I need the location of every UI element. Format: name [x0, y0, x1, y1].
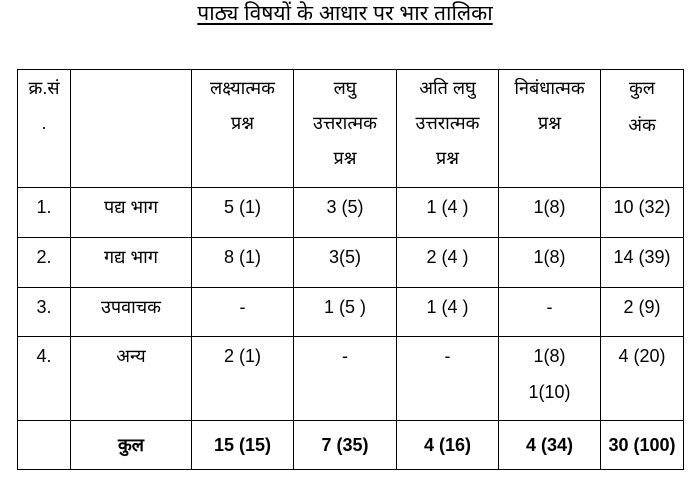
table-cell: [499, 337, 601, 421]
cell-value: 1.: [36, 197, 52, 217]
cell-value: 1(10): [528, 382, 571, 402]
total-row: [18, 421, 684, 470]
cell-value: -: [444, 346, 451, 366]
page-title: [0, 1, 690, 27]
table-cell: [397, 288, 499, 337]
cell-value: -: [342, 346, 348, 366]
table-cell: [601, 337, 684, 421]
header-cell: [499, 70, 601, 188]
table-row: [18, 337, 684, 421]
cell-value: 1 (5 ): [323, 297, 366, 317]
table-cell: [71, 288, 192, 337]
cell-value: -: [239, 297, 246, 317]
header-line: कुल: [628, 78, 656, 98]
table-cell: [18, 337, 71, 421]
title-text: पाठ्य विषयों के आधार पर भार तालिका: [197, 2, 493, 25]
cell-value: 14 (39): [613, 247, 671, 267]
table-cell: [294, 188, 397, 238]
table-cell: [192, 238, 294, 288]
cell-value: 3(5): [328, 247, 361, 267]
table-cell: [601, 188, 684, 238]
table-row: [18, 238, 684, 288]
table-cell: [499, 188, 601, 238]
table-cell: [192, 188, 294, 238]
header-line: प्रश्न: [231, 113, 254, 133]
header-line: प्रश्न: [538, 113, 561, 133]
cell-value: 3.: [36, 297, 52, 317]
header-row: [18, 70, 684, 188]
cell-value: 2 (4 ): [426, 247, 469, 267]
table-row: [18, 288, 684, 337]
total-cell: [18, 421, 71, 470]
cell-value: 1 (4 ): [426, 197, 469, 217]
cell-value: 1(8): [533, 197, 566, 217]
cell-value: 1(8): [533, 247, 566, 267]
table-cell: [294, 238, 397, 288]
cell-value: 5 (1): [223, 197, 261, 217]
total-cell: 4 (16): [397, 421, 499, 470]
total-cell: कुल: [71, 421, 192, 470]
cell-value: उपवाचक: [100, 297, 161, 317]
table-row: [18, 188, 684, 238]
table-cell: [601, 288, 684, 337]
cell-value: 1(8): [533, 346, 566, 366]
cell-value: 2 (9): [623, 297, 661, 317]
table-cell: [18, 188, 71, 238]
total-cell: 15 (15): [192, 421, 294, 470]
header-cell: [294, 70, 397, 188]
header-cell: [18, 70, 71, 188]
table-cell: [18, 238, 71, 288]
cell-value: 4.: [36, 346, 52, 366]
header-line: क्र.सं: [28, 78, 60, 98]
total-cell: 7 (35): [294, 421, 397, 470]
cell-value: 4 (20): [618, 346, 666, 366]
total-cell: 30 (100): [601, 421, 684, 470]
weight-table: [17, 69, 684, 470]
table-cell: [71, 188, 192, 238]
table-cell: [18, 288, 71, 337]
header-cell: [397, 70, 499, 188]
cell-value: -: [546, 297, 553, 317]
cell-value: 3 (5): [326, 197, 364, 217]
header-line: उत्तरात्मक: [313, 113, 377, 133]
table-body: [18, 188, 684, 470]
cell-value: 2.: [36, 247, 52, 267]
header-line: अंक: [628, 115, 656, 135]
table-cell: [397, 188, 499, 238]
cell-value: 8 (1): [223, 247, 261, 267]
table-cell: [397, 238, 499, 288]
header-cell: [192, 70, 294, 188]
cell-value: 1 (4 ): [426, 297, 469, 317]
cell-value: 2 (1): [223, 346, 261, 366]
table-cell: [192, 337, 294, 421]
table-cell: [71, 337, 192, 421]
table-cell: [71, 238, 192, 288]
header-line: प्रश्न: [436, 148, 459, 168]
cell-value: 10 (32): [613, 197, 671, 217]
header-line: निबंधात्मक: [514, 78, 585, 98]
table-cell: [499, 238, 601, 288]
header-line: उत्तरात्मक: [415, 113, 480, 133]
cell-value: अन्य: [116, 346, 146, 366]
table-cell: [499, 288, 601, 337]
table-cell: [192, 288, 294, 337]
header-line: प्रश्न: [333, 148, 357, 168]
table-cell: [294, 288, 397, 337]
table-cell: [294, 337, 397, 421]
cell-value: गद्य भाग: [104, 247, 158, 267]
table-cell: [397, 337, 499, 421]
table-cell: [601, 238, 684, 288]
header-line: लक्ष्यात्मक: [210, 78, 275, 98]
total-cell: 4 (34): [499, 421, 601, 470]
header-cell: [601, 70, 684, 188]
header-cell: [71, 70, 192, 188]
header-line: लघु: [333, 78, 357, 98]
cell-value: पद्य भाग: [103, 197, 158, 217]
header-line: .: [41, 113, 47, 133]
header-line: अति लघु: [419, 78, 476, 98]
